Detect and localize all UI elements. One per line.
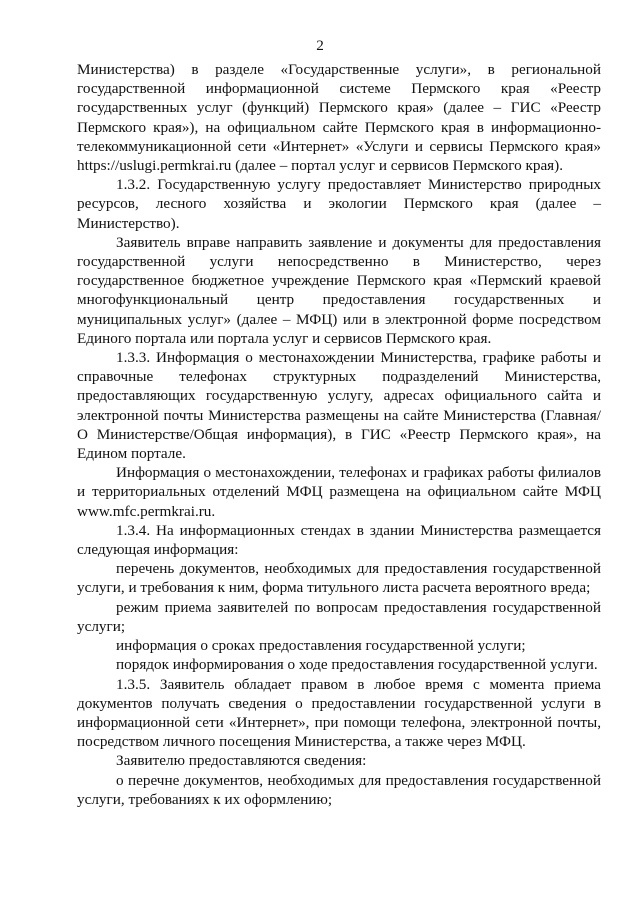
paragraph-11: 1.3.5. Заявитель обладает правом в любое время с момента приема документов получать сведения о предоставлении государственной услуги в информационной сети «Интернет», при помощи телефона, электронной почты, посредством личного посещения Министерства, а также через МФЦ. [77, 675, 601, 751]
paragraph-5: Информация о местонахождении, телефонах и графиках работы филиалов и территориальных отделений МФЦ размещена на официальном сайте МФЦ www.mfc.permkrai.ru. [77, 464, 601, 520]
paragraph-1: Министерства) в разделе «Государственные услуги», в региональной государственной информационной системе Пермского края «Реестр государственных услуг (функций) Пермского края» (далее – ГИС «Реестр Пермского края»), на официальном сайте Пермского края в информационно-телекоммуникационной сети «Интернет» «Услуги и сервисы Пермского края» https://uslugi.permkrai.ru (далее – портал услуг и сервисов Пермского края). [77, 61, 601, 175]
paragraph-7: перечень документов, необходимых для предоставления государственной услуги, и требования к ним, форма титульного листа расчета вероятного вреда; [77, 560, 601, 597]
page-number: 2 [316, 37, 324, 54]
paragraph-12: Заявителю предоставляются сведения: [116, 752, 367, 770]
paragraph-3: Заявитель вправе направить заявление и документы для предоставления государственной услуги непосредственно в Министерство, через государственное бюджетное учреждение Пермского края «Пермский краевой многофункциональный центр предоставления государственных и муниципальных услуг» (далее – МФЦ) или в электронной форме посредством Единого портала или портала услуг и сервисов Пермского края. [77, 233, 601, 347]
paragraph-8: режим приема заявителей по вопросам предоставления государственной услуги; [77, 598, 601, 635]
paragraph-2: 1.3.2. Государственную услугу предоставляет Министерство природных ресурсов, лесного хозяйства и экологии Пермского края (далее – Министерство). [77, 176, 601, 232]
paragraph-6: 1.3.4. На информационных стендах в здании Министерства размещается следующая информация: [77, 521, 601, 559]
paragraph-10: порядок информирования о ходе предоставления государственной услуги. [116, 656, 598, 674]
body-text [77, 60, 601, 809]
paragraph-4: 1.3.3. Информация о местонахождении Министерства, графике работы и справочные телефонах структурных подразделений Министерства, предоставляющих государственную услугу, адресах официального сайта и электронной почты Министерства размещены на сайте Министерства (Главная/О Министерстве/Общая информация), в ГИС «Реестр Пермского края», на Едином портале. [77, 349, 601, 463]
paragraph-9: информация о сроках предоставления государственной услуги; [116, 637, 526, 655]
paragraph-13: о перечне документов, необходимых для предоставления государственной услуги, требованиях к их оформлению; [77, 771, 601, 808]
